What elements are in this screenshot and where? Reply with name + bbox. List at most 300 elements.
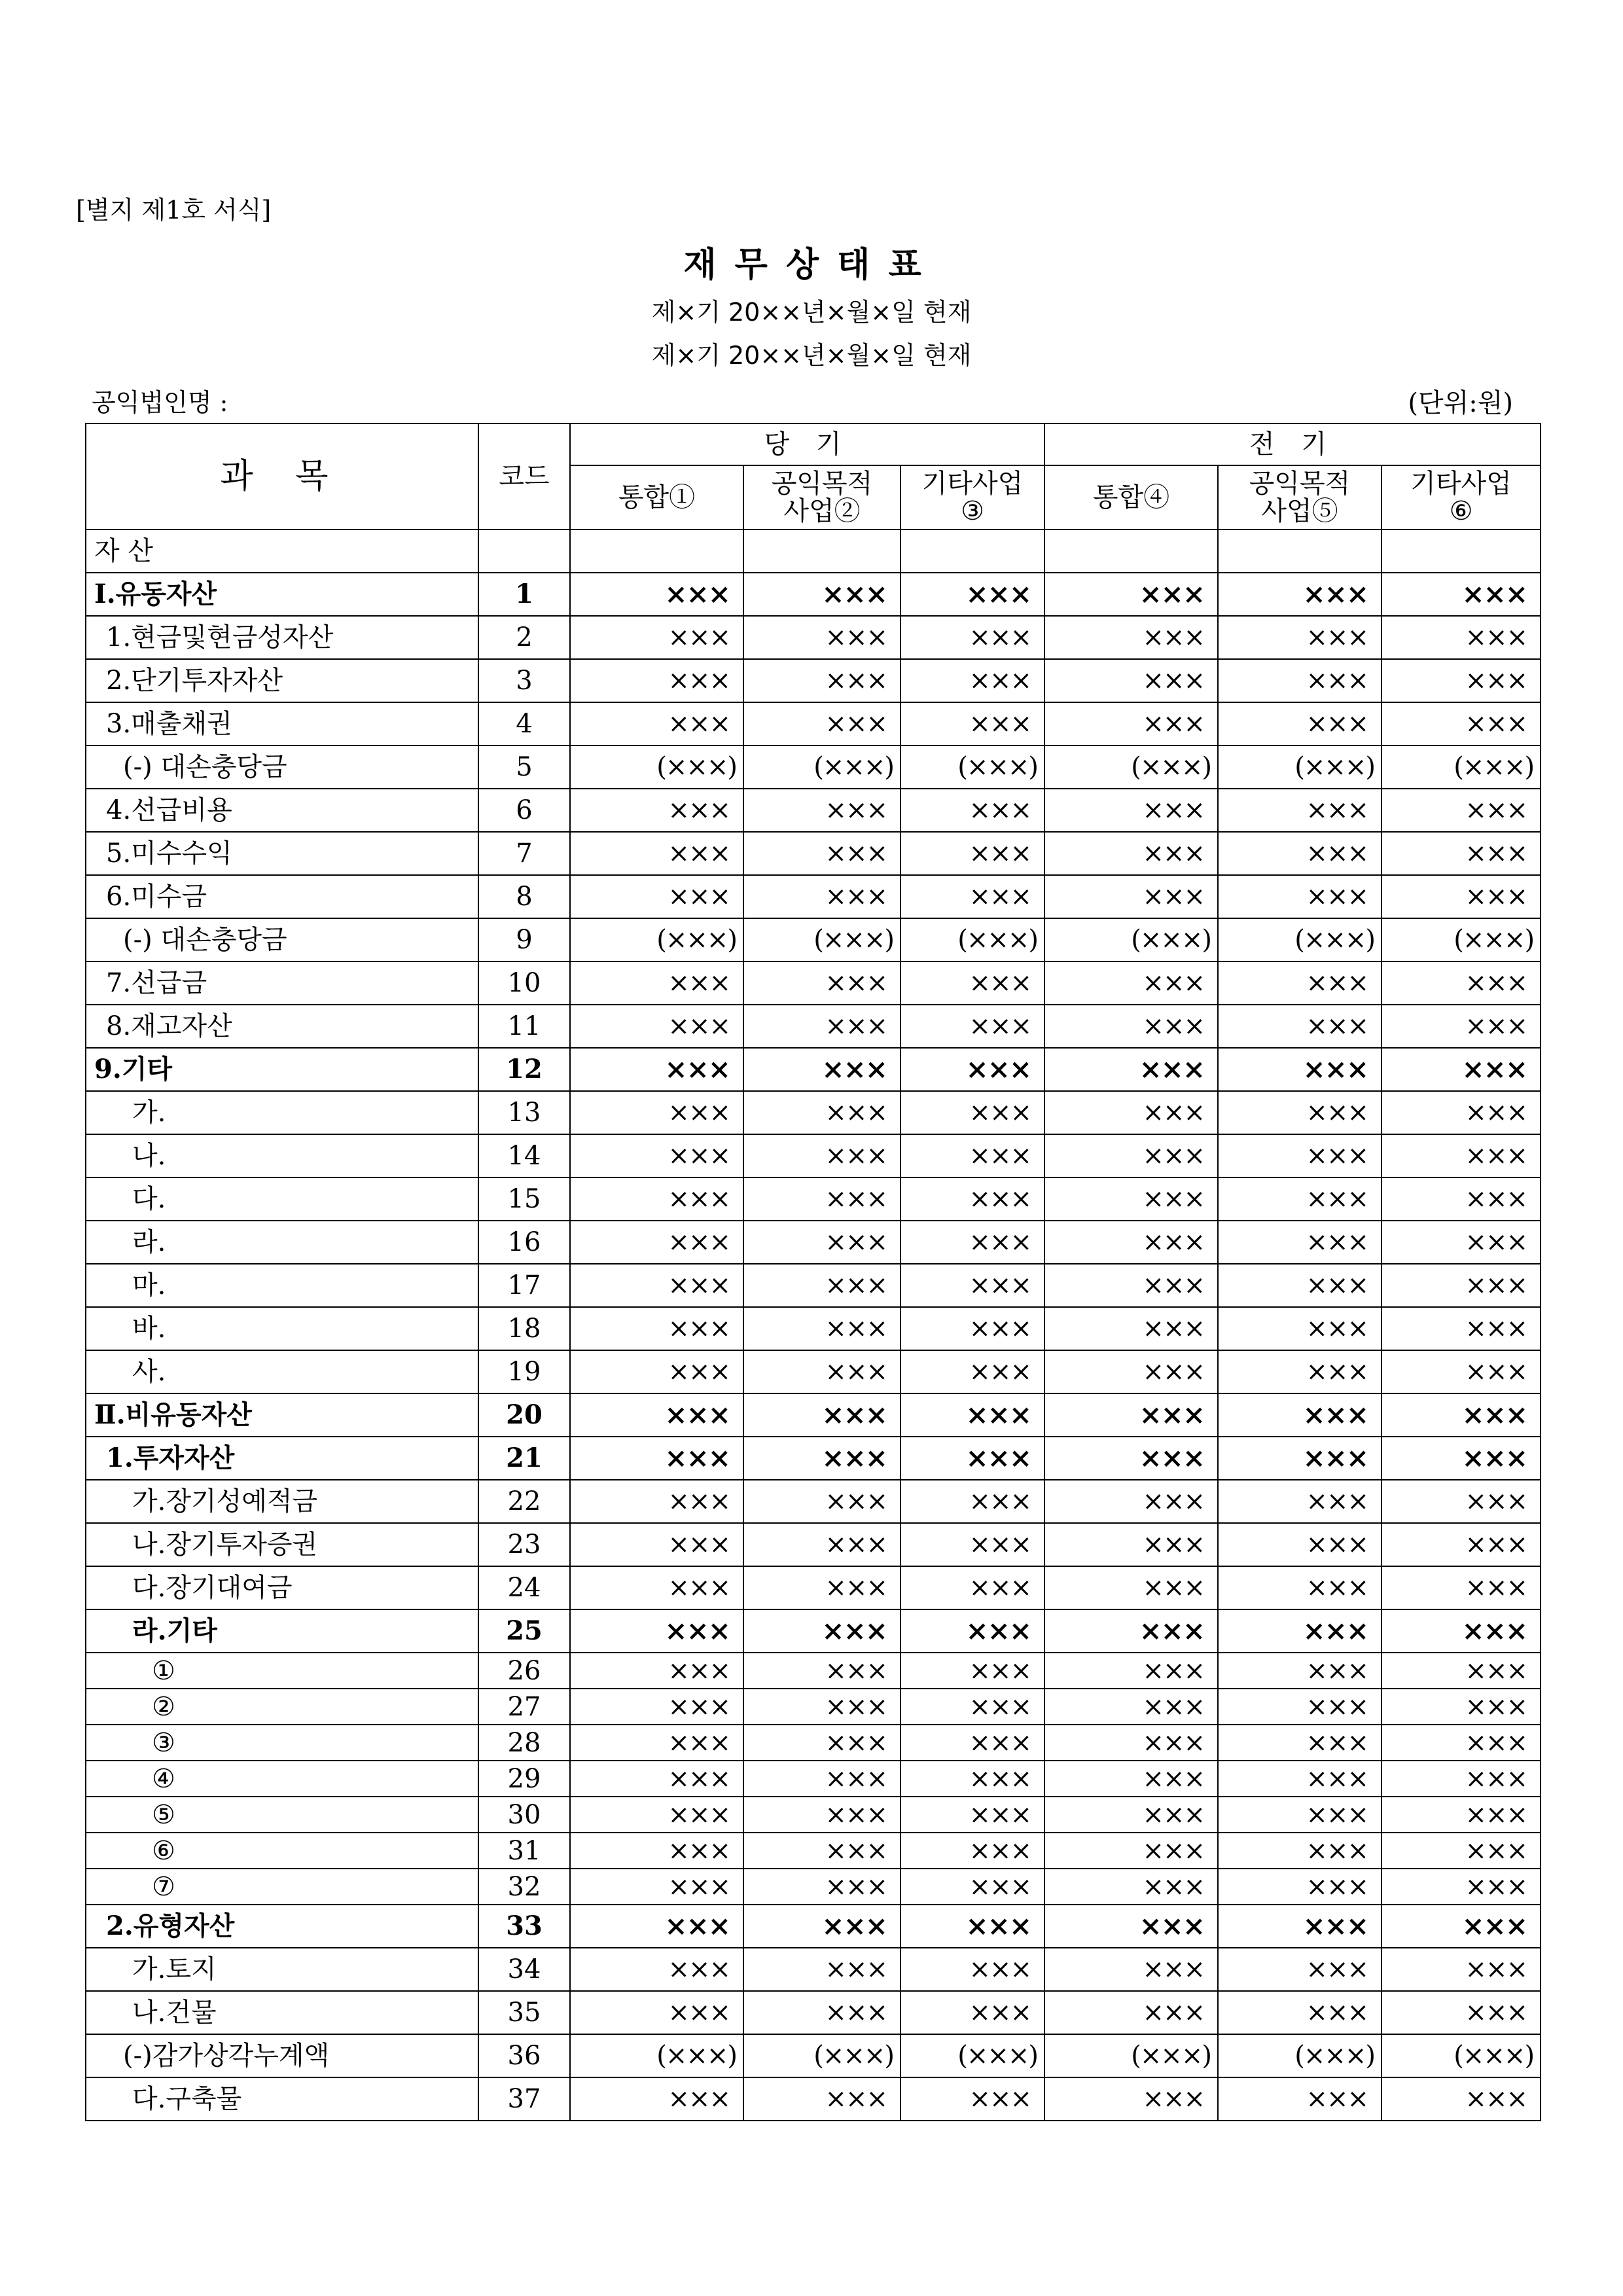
row-code: 28 xyxy=(478,1725,570,1761)
table-row xyxy=(86,1437,1541,1480)
row-value-col-2: ××× xyxy=(743,1609,901,1653)
table-row xyxy=(86,659,1541,702)
row-value-col-1: ××× xyxy=(570,1761,743,1797)
row-code: 11 xyxy=(478,1005,570,1048)
row-value-col-6: ××× xyxy=(1382,573,1541,616)
row-code: 26 xyxy=(478,1653,570,1689)
row-code: 1 xyxy=(478,573,570,616)
form-label: [별지 제1호 서식] xyxy=(76,196,272,224)
row-subject: 1.현금및현금성자산 xyxy=(86,616,478,659)
row-value-col-6: ××× xyxy=(1382,1869,1541,1905)
row-value-col-3: ××× xyxy=(901,789,1044,832)
row-value-col-1: ××× xyxy=(570,1480,743,1523)
row-value-col-3: ××× xyxy=(901,1221,1044,1264)
row-value-col-3: ××× xyxy=(901,1991,1044,2034)
table-row xyxy=(86,616,1541,659)
row-value-col-3: ××× xyxy=(901,1905,1044,1948)
table-row xyxy=(86,1177,1541,1221)
row-code: 18 xyxy=(478,1307,570,1350)
row-value-col-2: (×××) xyxy=(743,918,901,961)
row-value-col-5: (×××) xyxy=(1218,918,1382,961)
row-code: 13 xyxy=(478,1091,570,1134)
row-value-col-1: ××× xyxy=(570,1177,743,1221)
row-value-col-3: ××× xyxy=(901,1869,1044,1905)
row-value-col-1: ××× xyxy=(570,1350,743,1393)
row-value-col-2: ××× xyxy=(743,832,901,875)
row-value-col-2: ××× xyxy=(743,1437,901,1480)
row-value-col-3: ××× xyxy=(901,1566,1044,1609)
corporation-name-label: 공익법인명 : xyxy=(92,388,228,417)
row-value-col-1: ××× xyxy=(570,1948,743,1991)
row-value-col-1: ××× xyxy=(570,1609,743,1653)
row-subject: 2.유형자산 xyxy=(86,1905,478,1948)
row-value-col-5: ××× xyxy=(1218,1437,1382,1480)
row-value-col-2: ××× xyxy=(743,1905,901,1948)
row-value-col-1: ××× xyxy=(570,875,743,918)
row-value-col-3: ××× xyxy=(901,1797,1044,1833)
row-value-col-4: ××× xyxy=(1044,1005,1218,1048)
row-value-col-5: ××× xyxy=(1218,1761,1382,1797)
table-row xyxy=(86,2034,1541,2077)
table-row xyxy=(86,1005,1541,1048)
row-value-col-4: ××× xyxy=(1044,1725,1218,1761)
row-subject: Ⅱ.비유동자산 xyxy=(86,1393,478,1437)
row-value-col-6: ××× xyxy=(1382,1609,1541,1653)
row-value-col-4: ××× xyxy=(1044,1797,1218,1833)
row-code: 36 xyxy=(478,2034,570,2077)
row-code: 31 xyxy=(478,1833,570,1869)
table-row xyxy=(86,1653,1541,1689)
row-value-col-6: ××× xyxy=(1382,1134,1541,1177)
row-value-col-4: ××× xyxy=(1044,1948,1218,1991)
row-value-col-3: ××× xyxy=(901,961,1044,1005)
row-value-col-1: ××× xyxy=(570,2077,743,2121)
row-code: 14 xyxy=(478,1134,570,1177)
row-value-col-4: ××× xyxy=(1044,961,1218,1005)
row-value-col-6: ××× xyxy=(1382,1091,1541,1134)
row-value-col-5: ××× xyxy=(1218,1091,1382,1134)
header-subject: 과 목 xyxy=(86,423,478,529)
row-subject: 3.매출채권 xyxy=(86,702,478,745)
row-value-col-4: ××× xyxy=(1044,573,1218,616)
row-value-col-3: ××× xyxy=(901,2077,1044,2121)
document-title: 재무상태표 xyxy=(683,245,940,285)
row-code: 6 xyxy=(478,789,570,832)
row-value-col-5: ××× xyxy=(1218,616,1382,659)
row-value-col-1: ××× xyxy=(570,1393,743,1437)
row-code: 25 xyxy=(478,1609,570,1653)
table-row xyxy=(86,1134,1541,1177)
row-value-col-1: ××× xyxy=(570,1689,743,1725)
row-value-col-1: ××× xyxy=(570,659,743,702)
row-value-col-3: ××× xyxy=(901,1761,1044,1797)
header-prior-period: 전 기 xyxy=(1044,423,1541,465)
row-value-col-6: ××× xyxy=(1382,1797,1541,1833)
row-code: 17 xyxy=(478,1264,570,1307)
row-value-col-4: ××× xyxy=(1044,1134,1218,1177)
row-code: 20 xyxy=(478,1393,570,1437)
row-value-col-6: ××× xyxy=(1382,1725,1541,1761)
row-value-col-5: ××× xyxy=(1218,1869,1382,1905)
row-value-col-5: ××× xyxy=(1218,2077,1382,2121)
table-row xyxy=(86,875,1541,918)
row-subject: 라.기타 xyxy=(86,1609,478,1653)
row-value-col-3: (×××) xyxy=(901,745,1044,789)
row-code: 3 xyxy=(478,659,570,702)
row-value-col-2: ××× xyxy=(743,875,901,918)
row-value-col-4: ××× xyxy=(1044,1566,1218,1609)
row-value-col-4: ××× xyxy=(1044,1761,1218,1797)
row-subject: 가.토지 xyxy=(86,1948,478,1991)
row-value-col-4: ××× xyxy=(1044,616,1218,659)
row-subject: 나.건물 xyxy=(86,1991,478,2034)
row-code: 2 xyxy=(478,616,570,659)
row-value-col-1: ××× xyxy=(570,1566,743,1609)
row-value-col-3: ××× xyxy=(901,573,1044,616)
table-row xyxy=(86,1725,1541,1761)
row-subject: 다. xyxy=(86,1177,478,1221)
row-value-col-1: (×××) xyxy=(570,2034,743,2077)
row-value-col-2: ××× xyxy=(743,1048,901,1091)
row-value-col-1: ××× xyxy=(570,1134,743,1177)
row-value-col-6: ××× xyxy=(1382,1689,1541,1725)
row-value-col-2: ××× xyxy=(743,1307,901,1350)
row-value-col-1: ××× xyxy=(570,702,743,745)
row-value-col-1: (×××) xyxy=(570,918,743,961)
row-value-col-4: ××× xyxy=(1044,832,1218,875)
row-value-col-5: ××× xyxy=(1218,1905,1382,1948)
table-row xyxy=(86,1761,1541,1797)
row-subject: 다.장기대여금 xyxy=(86,1566,478,1609)
row-value-col-5: ××× xyxy=(1218,1307,1382,1350)
row-value-col-2: ××× xyxy=(743,702,901,745)
row-value-col-4: ××× xyxy=(1044,1991,1218,2034)
row-value-col-3: ××× xyxy=(901,1948,1044,1991)
row-code: 32 xyxy=(478,1869,570,1905)
row-code: 16 xyxy=(478,1221,570,1264)
row-value-col-5: ××× xyxy=(1218,573,1382,616)
row-value-col-6: ××× xyxy=(1382,1761,1541,1797)
table-row xyxy=(86,745,1541,789)
row-value-col-3: ××× xyxy=(901,1134,1044,1177)
row-value-col-5: ××× xyxy=(1218,1725,1382,1761)
row-value-col-2: (×××) xyxy=(743,2034,901,2077)
header-col-1: 통합① xyxy=(570,465,743,529)
table-row xyxy=(86,2077,1541,2121)
row-value-col-6: ××× xyxy=(1382,1048,1541,1091)
row-subject: 라. xyxy=(86,1221,478,1264)
row-value-col-2: ××× xyxy=(743,659,901,702)
row-value-col-4: ××× xyxy=(1044,789,1218,832)
row-value-col-5: ××× xyxy=(1218,1566,1382,1609)
row-value-col-4: ××× xyxy=(1044,875,1218,918)
row-value-col-5: ××× xyxy=(1218,1948,1382,1991)
row-value-col-4: ××× xyxy=(1044,1609,1218,1653)
header-col-3: 기타사업 ③ xyxy=(901,465,1044,529)
row-value-col-5: ××× xyxy=(1218,1393,1382,1437)
row-value-col-4: ××× xyxy=(1044,1393,1218,1437)
row-subject: 1.투자자산 xyxy=(86,1437,478,1480)
table-row xyxy=(86,702,1541,745)
header-col-2: 공익목적 사업② xyxy=(743,465,901,529)
row-value-col-4: ××× xyxy=(1044,1264,1218,1307)
row-subject: 2.단기투자자산 xyxy=(86,659,478,702)
row-value-col-4: ××× xyxy=(1044,1437,1218,1480)
row-subject: 가.장기성예적금 xyxy=(86,1480,478,1523)
row-value-col-4: ××× xyxy=(1044,1307,1218,1350)
row-value-col-3: ××× xyxy=(901,1609,1044,1653)
row-value-col-6: ××× xyxy=(1382,1948,1541,1991)
row-subject: 바. xyxy=(86,1307,478,1350)
row-value-col-4: ××× xyxy=(1044,1833,1218,1869)
row-value-col-2: ××× xyxy=(743,1393,901,1437)
row-value-col-6: ××× xyxy=(1382,659,1541,702)
table-row xyxy=(86,918,1541,961)
table-row xyxy=(86,1948,1541,1991)
row-value-col-4: (×××) xyxy=(1044,918,1218,961)
row-value-col-3: ××× xyxy=(901,1689,1044,1725)
row-value-col-2: ××× xyxy=(743,1797,901,1833)
row-value-col-4: (×××) xyxy=(1044,2034,1218,2077)
row-value-col-3: ××× xyxy=(901,1437,1044,1480)
row-value-col-3: ××× xyxy=(901,1480,1044,1523)
row-value-col-6: ××× xyxy=(1382,789,1541,832)
row-value-col-6: (×××) xyxy=(1382,2034,1541,2077)
row-subject: 5.미수수익 xyxy=(86,832,478,875)
row-value-col-5: ××× xyxy=(1218,875,1382,918)
row-value-col-5: ××× xyxy=(1218,1653,1382,1689)
row-value-col-2: ××× xyxy=(743,1833,901,1869)
table-row xyxy=(86,573,1541,616)
row-value-col-5: ××× xyxy=(1218,659,1382,702)
header-current-period: 당 기 xyxy=(570,423,1044,465)
table-row xyxy=(86,1393,1541,1437)
row-value-col-3: ××× xyxy=(901,1725,1044,1761)
row-code: 4 xyxy=(478,702,570,745)
row-value-col-6: ××× xyxy=(1382,1005,1541,1048)
table-row xyxy=(86,832,1541,875)
row-value-col-4: ××× xyxy=(1044,2077,1218,2121)
row-value-col-3: (×××) xyxy=(901,2034,1044,2077)
row-value-col-6: ××× xyxy=(1382,2077,1541,2121)
row-value-col-2: ××× xyxy=(743,573,901,616)
table-row xyxy=(86,1350,1541,1393)
row-value-col-6: ××× xyxy=(1382,1393,1541,1437)
table-row xyxy=(86,961,1541,1005)
row-value-col-3: ××× xyxy=(901,1048,1044,1091)
row-subject: ③ xyxy=(86,1725,478,1761)
row-value-col-6: ××× xyxy=(1382,1350,1541,1393)
row-subject: 다.구축물 xyxy=(86,2077,478,2121)
row-value-col-2: ××× xyxy=(743,1480,901,1523)
row-value-col-6: ××× xyxy=(1382,1177,1541,1221)
row-value-col-5: ××× xyxy=(1218,1833,1382,1869)
row-value-col-4: ××× xyxy=(1044,1869,1218,1905)
row-value-col-2: ××× xyxy=(743,1005,901,1048)
row-value-col-3: ××× xyxy=(901,1177,1044,1221)
table-row xyxy=(86,1221,1541,1264)
row-code: 8 xyxy=(478,875,570,918)
row-code: 35 xyxy=(478,1991,570,2034)
header-col-6: 기타사업 ⑥ xyxy=(1382,465,1541,529)
row-value-col-5: ××× xyxy=(1218,1264,1382,1307)
row-value-col-6: ××× xyxy=(1382,1307,1541,1350)
row-value-col-1: ××× xyxy=(570,573,743,616)
row-value-col-1: ××× xyxy=(570,1991,743,2034)
header-code: 코드 xyxy=(478,423,570,529)
row-value-col-5: (×××) xyxy=(1218,2034,1382,2077)
table-row xyxy=(86,1566,1541,1609)
row-value-col-5: ××× xyxy=(1218,1048,1382,1091)
row-value-col-6: ××× xyxy=(1382,875,1541,918)
row-value-col-3: ××× xyxy=(901,832,1044,875)
table-row xyxy=(86,1905,1541,1948)
row-value-col-6: ××× xyxy=(1382,1833,1541,1869)
row-value-col-1: ××× xyxy=(570,1307,743,1350)
row-value-col-3: ××× xyxy=(901,616,1044,659)
row-value-col-3: ××× xyxy=(901,875,1044,918)
row-subject: Ⅰ.유동자산 xyxy=(86,573,478,616)
row-value-col-3: ××× xyxy=(901,1833,1044,1869)
section-label-assets: 자 산 xyxy=(86,529,478,573)
row-value-col-4: ××× xyxy=(1044,1177,1218,1221)
table-row xyxy=(86,1480,1541,1523)
row-subject: 9.기타 xyxy=(86,1048,478,1091)
row-value-col-6: ××× xyxy=(1382,1264,1541,1307)
row-value-col-3: ××× xyxy=(901,1653,1044,1689)
row-code: 10 xyxy=(478,961,570,1005)
unit-label: (단위:원) xyxy=(1408,388,1513,418)
row-value-col-6: (×××) xyxy=(1382,918,1541,961)
row-subject: ① xyxy=(86,1653,478,1689)
row-value-col-6: ××× xyxy=(1382,1523,1541,1566)
row-value-col-6: ××× xyxy=(1382,1653,1541,1689)
row-code: 27 xyxy=(478,1689,570,1725)
row-value-col-1: ××× xyxy=(570,1653,743,1689)
row-value-col-4: ××× xyxy=(1044,1221,1218,1264)
row-value-col-4: (×××) xyxy=(1044,745,1218,789)
row-subject: ④ xyxy=(86,1761,478,1797)
row-value-col-5: ××× xyxy=(1218,702,1382,745)
header-col-5: 공익목적 사업⑤ xyxy=(1218,465,1382,529)
row-value-col-3: ××× xyxy=(901,659,1044,702)
row-value-col-3: ××× xyxy=(901,1264,1044,1307)
row-value-col-6: ××× xyxy=(1382,1437,1541,1480)
row-value-col-3: ××× xyxy=(901,702,1044,745)
table-row xyxy=(86,1991,1541,2034)
row-subject: 마. xyxy=(86,1264,478,1307)
row-subject: (-)감가상각누계액 xyxy=(86,2034,478,2077)
row-value-col-4: ××× xyxy=(1044,1523,1218,1566)
row-value-col-1: ××× xyxy=(570,1523,743,1566)
table-row xyxy=(86,1264,1541,1307)
table-row xyxy=(86,1091,1541,1134)
row-subject: 나. xyxy=(86,1134,478,1177)
row-code: 23 xyxy=(478,1523,570,1566)
table-row xyxy=(86,1523,1541,1566)
row-value-col-6: ××× xyxy=(1382,702,1541,745)
row-value-col-6: ××× xyxy=(1382,961,1541,1005)
row-code: 9 xyxy=(478,918,570,961)
row-value-col-6: ××× xyxy=(1382,1566,1541,1609)
row-value-col-2: ××× xyxy=(743,616,901,659)
row-value-col-2: ××× xyxy=(743,1221,901,1264)
row-value-col-2: ××× xyxy=(743,1689,901,1725)
header-col-4: 통합④ xyxy=(1044,465,1218,529)
row-value-col-3: ××× xyxy=(901,1393,1044,1437)
row-value-col-2: ××× xyxy=(743,1991,901,2034)
row-code: 34 xyxy=(478,1948,570,1991)
row-value-col-5: ××× xyxy=(1218,1177,1382,1221)
row-value-col-6: ××× xyxy=(1382,616,1541,659)
row-value-col-6: ××× xyxy=(1382,1480,1541,1523)
row-value-col-2: (×××) xyxy=(743,745,901,789)
row-subject: 6.미수금 xyxy=(86,875,478,918)
row-value-col-5: ××× xyxy=(1218,961,1382,1005)
row-value-col-2: ××× xyxy=(743,1264,901,1307)
table-row xyxy=(86,1609,1541,1653)
row-value-col-2: ××× xyxy=(743,1134,901,1177)
row-value-col-1: ××× xyxy=(570,1905,743,1948)
row-value-col-4: ××× xyxy=(1044,1653,1218,1689)
balance-sheet-table xyxy=(85,423,1541,2121)
row-subject: ⑥ xyxy=(86,1833,478,1869)
row-subject: ② xyxy=(86,1689,478,1725)
row-value-col-3: ××× xyxy=(901,1091,1044,1134)
table-row xyxy=(86,1869,1541,1905)
row-value-col-6: ××× xyxy=(1382,832,1541,875)
row-value-col-5: ××× xyxy=(1218,832,1382,875)
row-value-col-1: ××× xyxy=(570,961,743,1005)
row-value-col-1: ××× xyxy=(570,789,743,832)
row-value-col-2: ××× xyxy=(743,1869,901,1905)
row-value-col-5: ××× xyxy=(1218,1797,1382,1833)
row-code: 15 xyxy=(478,1177,570,1221)
row-value-col-4: ××× xyxy=(1044,702,1218,745)
row-value-col-3: ××× xyxy=(901,1307,1044,1350)
row-code: 24 xyxy=(478,1566,570,1609)
row-subject: (-) 대손충당금 xyxy=(86,918,478,961)
row-value-col-4: ××× xyxy=(1044,1689,1218,1725)
row-value-col-2: ××× xyxy=(743,1653,901,1689)
row-subject: 4.선급비용 xyxy=(86,789,478,832)
row-value-col-5: ××× xyxy=(1218,1523,1382,1566)
row-value-col-2: ××× xyxy=(743,1948,901,1991)
row-code: 37 xyxy=(478,2077,570,2121)
row-value-col-2: ××× xyxy=(743,1566,901,1609)
row-value-col-1: ××× xyxy=(570,1091,743,1134)
row-value-col-3: ××× xyxy=(901,1350,1044,1393)
table-row xyxy=(86,1689,1541,1725)
row-subject: 나.장기투자증권 xyxy=(86,1523,478,1566)
row-value-col-1: ××× xyxy=(570,1221,743,1264)
row-value-col-5: ××× xyxy=(1218,1005,1382,1048)
row-value-col-5: ××× xyxy=(1218,1221,1382,1264)
row-value-col-6: ××× xyxy=(1382,1991,1541,2034)
row-value-col-5: (×××) xyxy=(1218,745,1382,789)
row-value-col-1: ××× xyxy=(570,1869,743,1905)
row-value-col-4: ××× xyxy=(1044,659,1218,702)
row-value-col-2: ××× xyxy=(743,2077,901,2121)
table-row xyxy=(86,1833,1541,1869)
row-subject: ⑦ xyxy=(86,1869,478,1905)
row-value-col-5: ××× xyxy=(1218,1991,1382,2034)
row-value-col-5: ××× xyxy=(1218,1609,1382,1653)
row-code: 7 xyxy=(478,832,570,875)
row-value-col-6: ××× xyxy=(1382,1905,1541,1948)
row-code: 5 xyxy=(478,745,570,789)
row-value-col-5: ××× xyxy=(1218,1689,1382,1725)
